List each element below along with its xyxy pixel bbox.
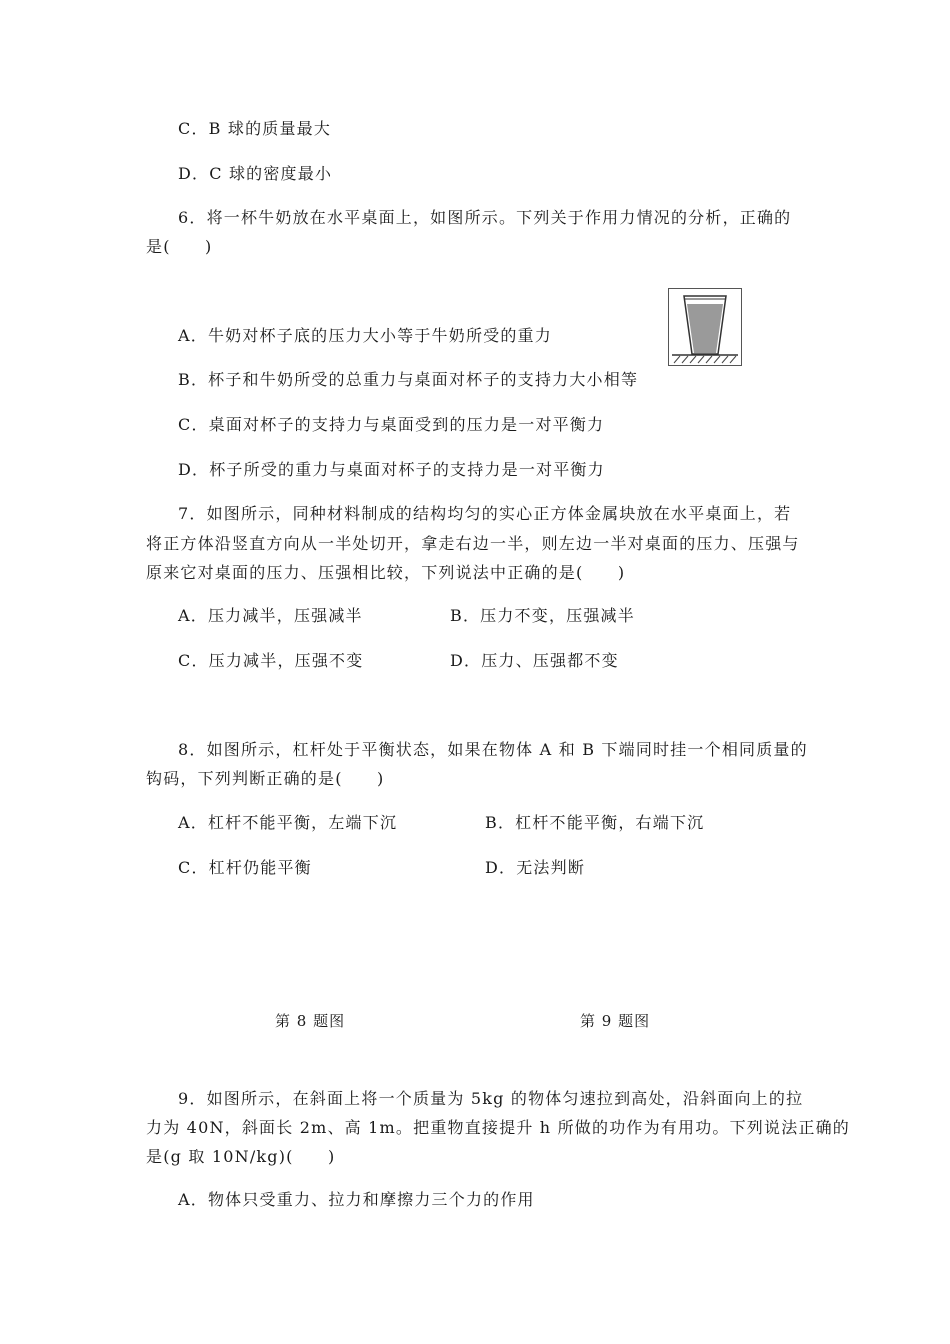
q7-stem-line-2: 将正方体沿竖直方向从一半处切开，拿走右边一半，则左边一半对桌面的压力、压强与: [146, 534, 800, 553]
milk-cup-figure: [668, 288, 742, 366]
q7-stem-line-1: 7．如图所示，同种材料制成的结构均匀的实心正方体金属块放在水平桌面上，若: [178, 504, 792, 523]
q8-option-b: B．杠杆不能平衡，右端下沉: [485, 813, 705, 832]
q7-option-c: C．压力减半，压强不变: [178, 651, 364, 670]
q8-option-c: C．杠杆仍能平衡: [178, 858, 312, 877]
figure-9-caption: 第 9 题图: [580, 1012, 651, 1030]
q9-stem-line-3: 是(g 取 10N/kg)( ): [146, 1147, 336, 1166]
q6-option-c: C．桌面对杯子的支持力与桌面受到的压力是一对平衡力: [178, 415, 605, 434]
q6-stem-line-1: 6．将一杯牛奶放在水平桌面上，如图所示。下列关于作用力情况的分析，正确的: [178, 208, 792, 227]
q8-stem-line-2: 钩码，下列判断正确的是( ): [146, 769, 385, 788]
q6-option-b: B．杯子和牛奶所受的总重力与桌面对杯子的支持力大小相等: [178, 370, 639, 389]
q9-option-a: A．物体只受重力、拉力和摩擦力三个力的作用: [178, 1190, 535, 1209]
q8-stem-line-1: 8．如图所示，杠杆处于平衡状态，如果在物体 A 和 B 下端同时挂一个相同质量的: [178, 740, 808, 759]
q8-option-d: D．无法判断: [485, 858, 586, 877]
q7-option-d: D．压力、压强都不变: [450, 651, 619, 670]
q7-option-a: A．压力减半，压强减半: [178, 606, 363, 625]
q5-option-d: D．C 球的密度最小: [178, 164, 333, 183]
q6-stem-line-2: 是( ): [146, 237, 213, 256]
q6-option-d: D．杯子所受的重力与桌面对杯子的支持力是一对平衡力: [178, 460, 605, 479]
q9-stem-line-2: 力为 40N，斜面长 2m、高 1m。把重物直接提升 h 所做的功作为有用功。下列说法正确的: [146, 1118, 850, 1137]
q9-stem-line-1: 9．如图所示，在斜面上将一个质量为 5kg 的物体匀速拉到高处，沿斜面向上的拉: [178, 1089, 804, 1108]
q6-option-a: A．牛奶对杯子底的压力大小等于牛奶所受的重力: [178, 326, 552, 345]
q7-stem-line-3: 原来它对桌面的压力、压强相比较，下列说法中正确的是( ): [146, 563, 626, 582]
q8-option-a: A．杠杆不能平衡，左端下沉: [178, 813, 398, 832]
q7-option-b: B．压力不变，压强减半: [450, 606, 635, 625]
figure-8-caption: 第 8 题图: [275, 1012, 346, 1030]
q5-option-c: C．B 球的质量最大: [178, 119, 332, 138]
